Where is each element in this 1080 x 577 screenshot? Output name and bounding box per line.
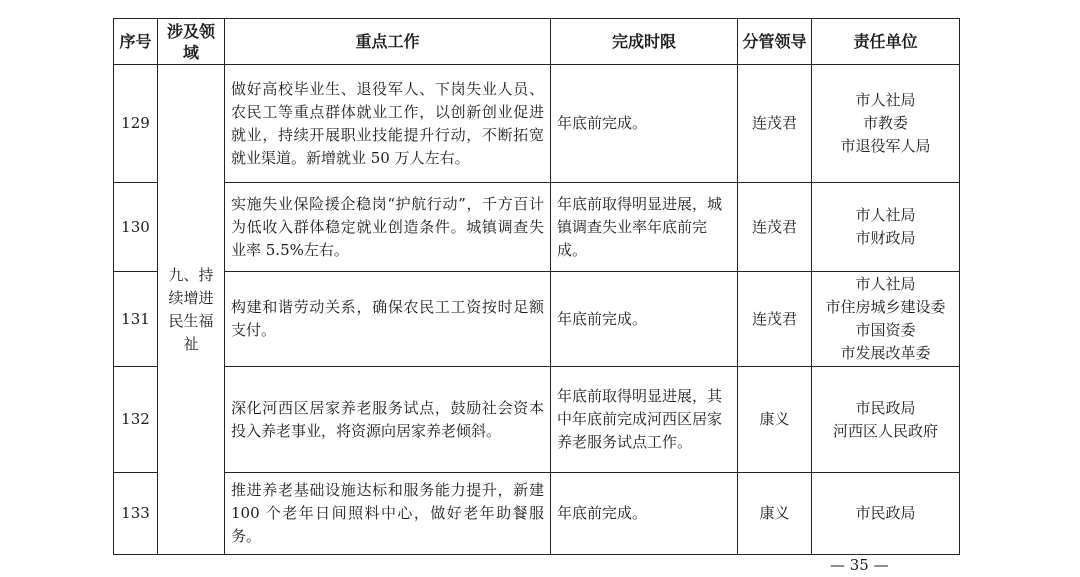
row-seq: 129 (114, 65, 158, 183)
row-leader: 连茂君 (738, 183, 812, 272)
row-seq: 131 (114, 272, 158, 367)
table-row (114, 65, 960, 183)
row-seq: 133 (114, 473, 158, 555)
table-row (114, 272, 960, 367)
row-deadline: 年底前完成。 (551, 272, 738, 367)
row-seq: 132 (114, 367, 158, 473)
row-deadline: 年底前取得明显进展，其中年底前完成河西区居家养老服务试点工作。 (551, 367, 738, 473)
row-work: 做好高校毕业生、退役军人、下岗失业人员、农民工等重点群体就业工作，以创新创业促进就业，持续开展职业技能提升行动，不断拓宽就业渠道。新增就业 50 万人左右。 (225, 65, 551, 183)
row-unit: 市民政局 (812, 473, 960, 555)
table-row (114, 367, 960, 473)
row-leader: 康义 (738, 367, 812, 473)
row-unit: 市人社局 市住房城乡建设委 市国资委 市发展改革委 (812, 272, 960, 367)
row-leader: 连茂君 (738, 272, 812, 367)
header-seq: 序号 (114, 19, 158, 65)
work-table (113, 18, 960, 555)
row-leader: 康义 (738, 473, 812, 555)
header-leader: 分管领导 (738, 19, 812, 65)
row-work: 实施失业保险援企稳岗“护航行动”，千方百计为低收入群体稳定就业创造条件。城镇调查失业率 5.5%左右。 (225, 183, 551, 272)
row-unit: 市人社局 市财政局 (812, 183, 960, 272)
row-work: 推进养老基础设施达标和服务能力提升，新建 100 个老年日间照料中心，做好老年助餐服务。 (225, 473, 551, 555)
row-leader: 连茂君 (738, 65, 812, 183)
domain-cell: 九、持续增进民生福祉 (158, 65, 225, 555)
header-deadline: 完成时限 (551, 19, 738, 65)
row-unit: 市民政局 河西区人民政府 (812, 367, 960, 473)
header-domain: 涉及领域 (158, 19, 225, 65)
row-deadline: 年底前取得明显进展，城镇调查失业率年底前完成。 (551, 183, 738, 272)
row-deadline: 年底前完成。 (551, 473, 738, 555)
header-unit: 责任单位 (812, 19, 960, 65)
page-number: — 35 — (830, 556, 889, 574)
row-work: 深化河西区居家养老服务试点，鼓励社会资本投入养老事业，将资源向居家养老倾斜。 (225, 367, 551, 473)
row-seq: 130 (114, 183, 158, 272)
table-row (114, 473, 960, 555)
row-unit: 市人社局 市教委 市退役军人局 (812, 65, 960, 183)
table-row (114, 183, 960, 272)
row-deadline: 年底前完成。 (551, 65, 738, 183)
table-header-row (114, 19, 960, 65)
row-work: 构建和谐劳动关系，确保农民工工资按时足额支付。 (225, 272, 551, 367)
header-work: 重点工作 (225, 19, 551, 65)
